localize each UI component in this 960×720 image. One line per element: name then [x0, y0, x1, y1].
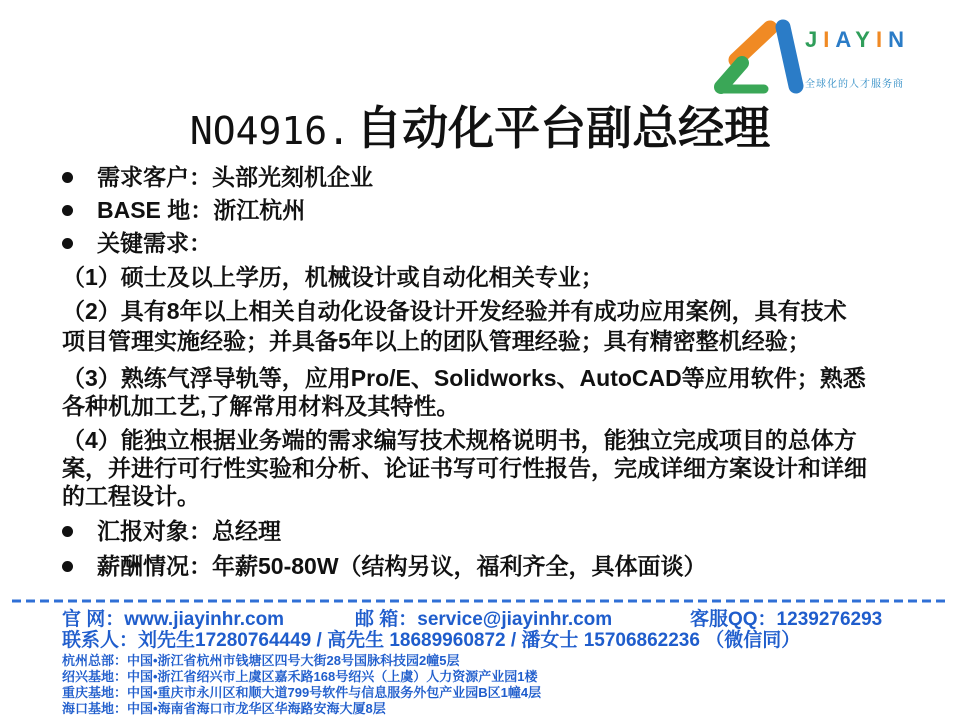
requirement-line: 项目管理实施经验；并具备5年以上的团队管理经验；具有精密整机经验；: [62, 328, 811, 354]
requirement-2: [62, 296, 847, 356]
requirement-line: 案，并进行可行性实验和分析、论证书写可行性报告，完成详细方案设计和详细: [62, 455, 867, 481]
page-title: [0, 98, 960, 158]
footer-website: 官 网：www.jiayinhr.com: [62, 609, 285, 630]
requirement-3: [62, 364, 866, 420]
requirement-line: （2）具有8年以上相关自动化设备设计开发经验并有成功应用案例，具有技术: [62, 298, 847, 324]
bullet-dot-icon: [62, 205, 73, 216]
logo-letter: N: [888, 27, 910, 52]
requirement-line: 各种机加工艺,了解常用材料及其特性。: [62, 393, 460, 419]
jiayin-logo-icon: [712, 16, 804, 98]
logo-letter: I: [823, 27, 836, 52]
bullet-key-requirements: [62, 229, 212, 257]
logo-wordmark: [805, 26, 910, 54]
footer-email: 邮 箱：service@jiayinhr.com: [355, 609, 613, 630]
footer-qq: 客服QQ：1239276293: [690, 609, 883, 630]
bullet-dot-icon: [62, 172, 73, 183]
logo-letter: J: [805, 27, 824, 52]
logo-blue-stroke: [783, 27, 796, 86]
logo-letter: I: [875, 27, 889, 52]
logo-tagline: 全球化的人才服务商: [805, 79, 904, 90]
address-line: 杭州总部：中国•浙江省杭州市钱塘区四号大街28号国脉科技园2幢5层: [62, 653, 460, 668]
bullet-dot-icon: [62, 561, 73, 572]
bullet-report-to: [62, 517, 281, 545]
bullet-base: [62, 196, 305, 224]
logo-letter: Y: [855, 27, 876, 52]
footer-divider: [0, 598, 960, 604]
job-title: 自动化平台副总经理: [356, 102, 771, 154]
requirement-line: （4）能独立根据业务端的需求编写技术规格说明书，能独立完成项目的总体方: [62, 427, 857, 453]
address-line: 海口基地：中国•海南省海口市龙华区华海路安海大厦8层: [62, 701, 386, 716]
footer-contact-row: [0, 609, 960, 631]
footer-contacts: 联系人：刘先生17280764449 / 高先生 18689960872 / 潘女士 15706862236 （微信同）: [62, 630, 801, 651]
bullet-salary: [62, 552, 707, 580]
job-code: NO4916.: [189, 109, 351, 153]
logo-letter: A: [835, 27, 856, 52]
bullet-dot-icon: [62, 526, 73, 537]
bullet-text: BASE 地：浙江杭州: [97, 197, 306, 223]
address-line: 重庆基地：中国•重庆市永川区和顺大道799号软件与信息服务外包产业园B区1幢4层: [62, 685, 542, 700]
address-line: 绍兴基地：中国•浙江省绍兴市上虞区嘉禾路168号绍兴（上虞）人力资源产业园1楼: [62, 669, 538, 684]
bullet-client: [62, 163, 373, 191]
logo-orange-stroke: [736, 28, 770, 60]
requirement-1: [62, 263, 604, 291]
logo-green-stroke: [721, 63, 742, 87]
bullet-text: 关键需求：: [97, 230, 212, 256]
bullet-dot-icon: [62, 238, 73, 249]
footer-addresses: [62, 653, 541, 717]
requirement-line: （1）硕士及以上学历，机械设计或自动化相关专业；: [62, 264, 604, 290]
bullet-text: 汇报对象：总经理: [97, 518, 281, 544]
bullet-text: 需求客户：头部光刻机企业: [97, 164, 373, 190]
requirement-line: 的工程设计。: [62, 483, 200, 509]
requirement-line: （3）熟练气浮导轨等，应用Pro/E、Solidworks、AutoCAD等应用软件；熟悉: [62, 365, 866, 391]
bullet-text: 薪酬情况：年薪50-80W（结构另议，福利齐全，具体面谈）: [97, 553, 707, 579]
requirement-4: [62, 426, 867, 510]
